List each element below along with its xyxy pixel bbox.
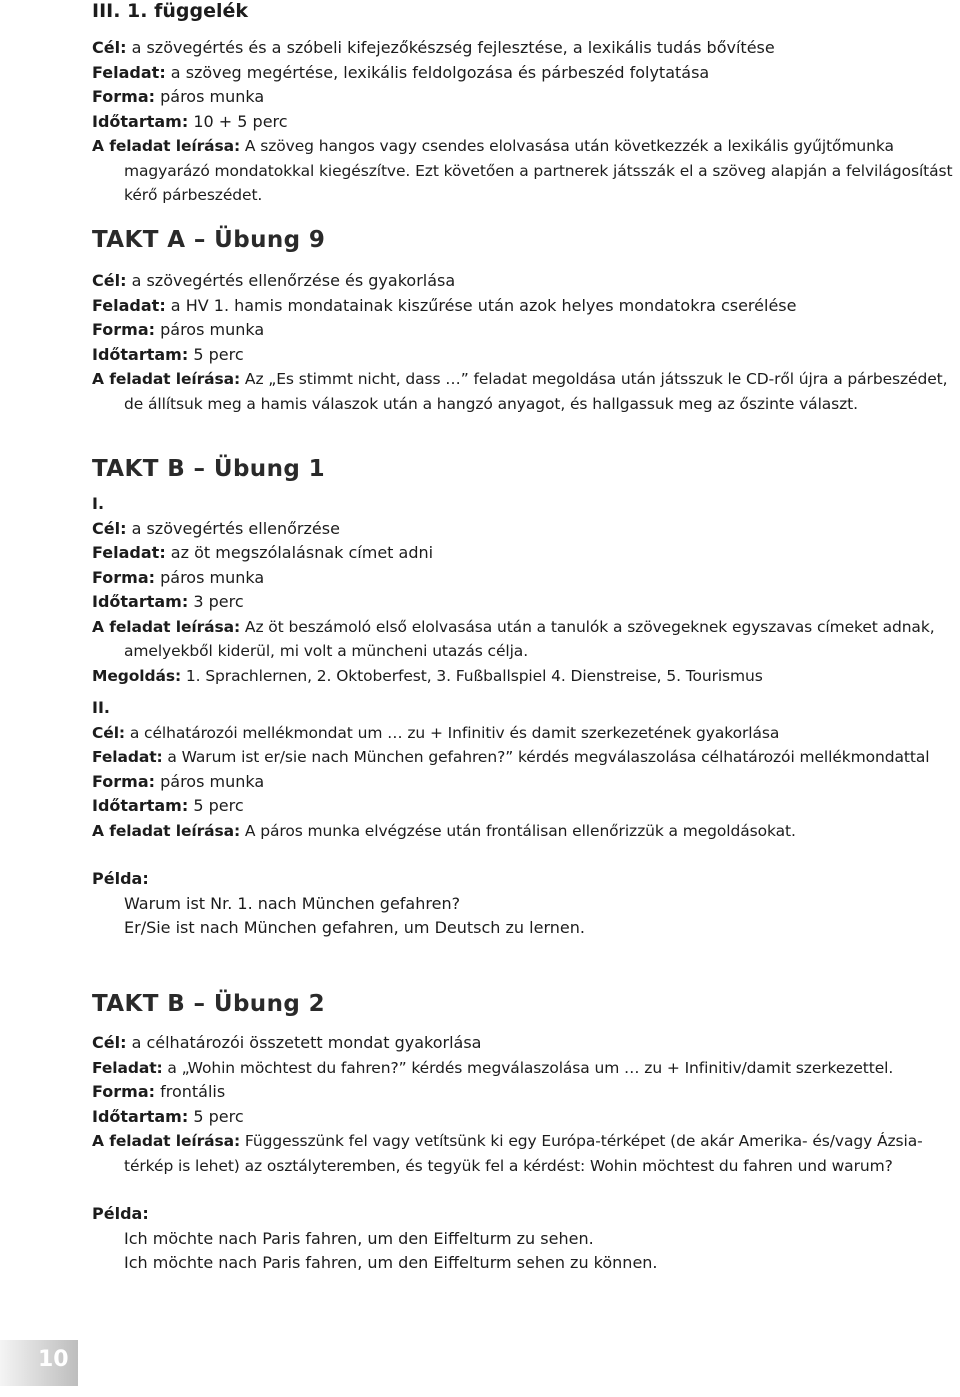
description-text: A szöveg hangos vagy csendes elolvasása után következzék a lexikális gyűjtőmunka magyarázó mondatokkal kiegészítve. Ezt követően a partnerek játsszák el a szöveg alapján a felvilágosítást kérő párbeszédet. (124, 137, 953, 204)
duration-label: Időtartam: (92, 111, 189, 131)
task-line (92, 1056, 954, 1081)
appendix-title: III. 1. függelék (92, 0, 249, 22)
takt-b1-section (92, 454, 954, 941)
description-label: A feladat leírása: (92, 370, 241, 388)
description-line (92, 819, 954, 844)
task-text: a HV 1. hamis mondatainak kiszűrése után azok helyes mondatokra cserélése (165, 295, 797, 315)
form-text: páros munka (155, 87, 265, 106)
solution-text: 1. Sprachlernen, 2. Oktoberfest, 3. Fußballspiel 4. Dienstreise, 5. Tourismus (181, 666, 763, 685)
task-text: a „Wohin möchtest du fahren?” kérdés megválaszolása um … zu + Infinitiv/damit szerkezettel. (162, 1058, 894, 1077)
task-label: Feladat: (92, 1058, 163, 1077)
form-line (92, 770, 954, 795)
goal-text: a szövegértés ellenőrzése (126, 518, 340, 538)
description-text: A páros munka elvégzése után frontálisan ellenőrizzük a megoldásokat. (240, 821, 796, 840)
task-line (92, 61, 954, 86)
form-line (92, 1080, 954, 1105)
goal-label: Cél: (92, 518, 127, 538)
example-line: Ich möchte nach Paris fahren, um den Eiffelturm zu sehen. (124, 1228, 594, 1248)
section-heading: TAKT B – Übung 1 (92, 456, 326, 482)
description-line (92, 134, 954, 208)
duration-label: Időtartam: (92, 796, 189, 815)
goal-line (92, 1031, 954, 1056)
form-label: Forma: (92, 771, 156, 791)
example-line: Ich möchte nach Paris fahren, um den Eiffelturm sehen zu können. (124, 1253, 658, 1272)
form-text: páros munka (155, 320, 265, 339)
solution-line (92, 664, 954, 689)
goal-label: Cél: (92, 723, 125, 742)
goal-text: a szövegértés és a szóbeli kifejezőkészség fejlesztése, a lexikális tudás bővítése (126, 38, 775, 57)
duration-line (92, 1105, 954, 1130)
description-label: A feladat leírása: (92, 617, 241, 636)
section-heading: TAKT A – Übung 9 (92, 227, 326, 253)
task-line (92, 541, 954, 566)
description-label: A feladat leírása: (92, 1132, 241, 1150)
form-label: Forma: (92, 567, 156, 587)
task-label: Feladat: (92, 295, 166, 315)
duration-line (92, 343, 954, 368)
duration-text: 5 perc (188, 1106, 244, 1126)
task-label: Feladat: (92, 748, 163, 766)
goal-label: Cél: (92, 271, 127, 290)
form-line (92, 566, 954, 591)
example-line: Warum ist Nr. 1. nach München gefahren? (124, 893, 461, 913)
duration-line (92, 794, 954, 819)
form-line (92, 85, 954, 110)
goal-line (92, 721, 954, 746)
duration-text: 5 perc (188, 344, 244, 364)
description-text: Függesszünk fel vagy vetítsünk ki egy Európa-térképet (de akár Amerika- és/vagy Ázsia-térkép is lehet) az osztályteremben, és tegyük fel a kérdést: Wohin möchtest du fahren und warum? (124, 1132, 923, 1175)
description-label: A feladat leírása: (92, 137, 241, 155)
description-line (92, 615, 954, 664)
duration-label: Időtartam: (92, 1106, 189, 1126)
takt-a9-section (92, 225, 954, 416)
goal-label: Cél: (92, 1033, 127, 1052)
form-label: Forma: (92, 1082, 156, 1101)
duration-text: 3 perc (188, 592, 244, 611)
goal-line (92, 36, 954, 61)
goal-line (92, 517, 954, 542)
goal-label: Cél: (92, 38, 127, 57)
task-label: Feladat: (92, 62, 166, 82)
takt-b2-section (92, 989, 954, 1276)
form-label: Forma: (92, 320, 156, 339)
intro-section (92, 36, 954, 208)
solution-label: Megoldás: (92, 666, 182, 685)
goal-text: a célhatározói mellékmondat um … zu + Infinitiv és damit szerkezetének gyakorlása (125, 723, 780, 742)
part-two-marker: II. (92, 698, 110, 717)
description-line (92, 367, 954, 416)
task-line (92, 294, 954, 319)
form-line (92, 318, 954, 343)
description-line (92, 1129, 954, 1178)
form-text: páros munka (155, 567, 265, 587)
task-text: az öt megszólalásnak címet adni (165, 543, 434, 562)
description-text: Az öt beszámoló első elolvasása után a tanulók a szövegeknek egyszavas címeket adnak, amelyekből kiderül, mi volt a müncheni utazás célja. (124, 617, 935, 660)
page-number: 10 (38, 1347, 69, 1372)
section-heading: TAKT B – Übung 2 (92, 991, 326, 1017)
form-label: Forma: (92, 87, 156, 106)
duration-label: Időtartam: (92, 592, 189, 611)
form-text: páros munka (155, 771, 265, 791)
description-label: A feladat leírása: (92, 821, 241, 840)
task-text: a szöveg megértése, lexikális feldolgozása és párbeszéd folytatása (165, 62, 710, 82)
goal-text: a célhatározói összetett mondat gyakorlása (126, 1033, 482, 1052)
form-text: frontális (155, 1082, 226, 1101)
task-text: a Warum ist er/sie nach München gefahren?” kérdés megválaszolása célhatározói mellékmondattal (162, 748, 930, 766)
duration-label: Időtartam: (92, 344, 189, 364)
example-line: Er/Sie ist nach München gefahren, um Deutsch zu lernen. (124, 918, 585, 937)
goal-line (92, 269, 954, 294)
part-one-marker: I. (92, 494, 105, 513)
task-label: Feladat: (92, 543, 166, 562)
goal-text: a szövegértés ellenőrzése és gyakorlása (126, 271, 456, 290)
description-text: Az „Es stimmt nicht, dass …” feladat megoldása után játsszuk le CD-ről újra a párbeszédet, de állítsuk meg a hamis válaszok után a hangzó anyagot, és hallgassuk meg az őszinte választ. (124, 370, 948, 413)
example-label: Példa: (92, 869, 149, 888)
duration-line (92, 110, 954, 135)
example-label: Példa: (92, 1204, 149, 1223)
duration-text: 5 perc (188, 796, 244, 815)
duration-line (92, 590, 954, 615)
task-line (92, 745, 954, 770)
duration-text: 10 + 5 perc (188, 111, 288, 131)
